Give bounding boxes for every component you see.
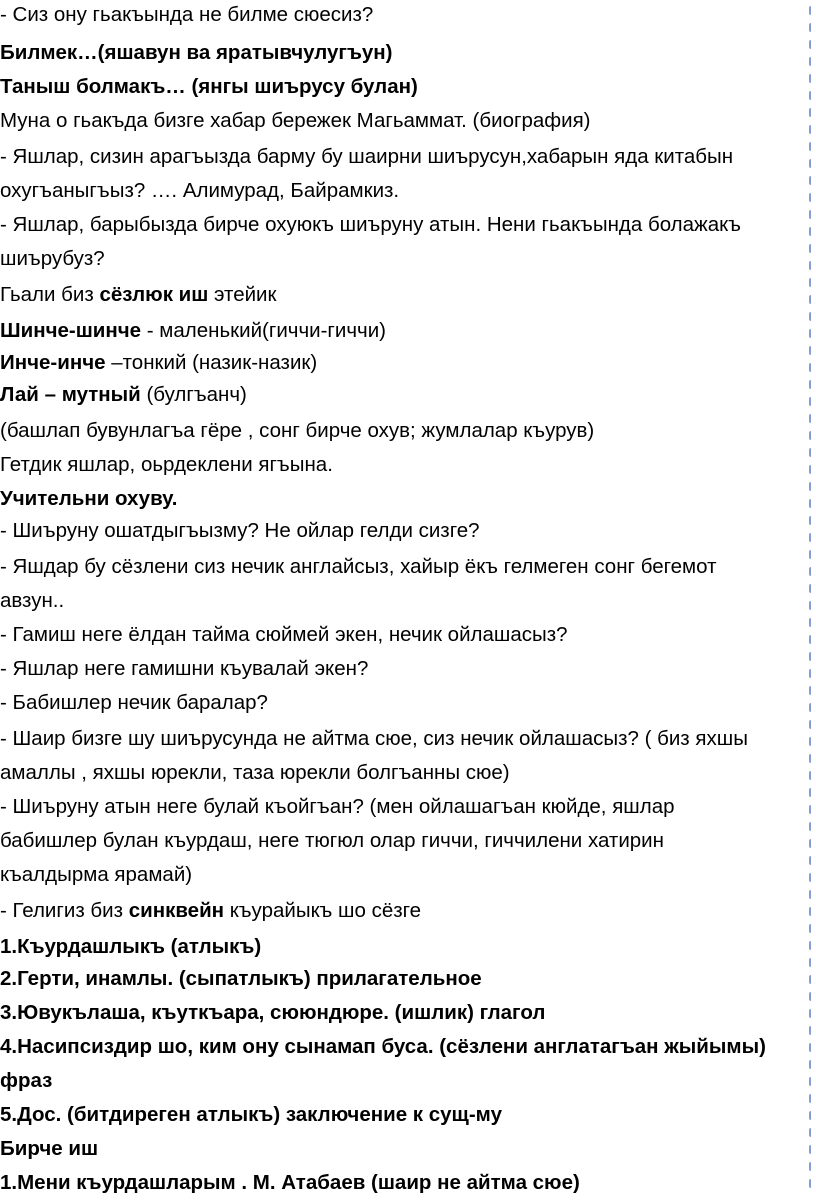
edge-mark	[809, 74, 815, 83]
text-line	[0, 282, 276, 308]
edge-mark	[809, 754, 815, 763]
edge-mark	[809, 771, 815, 780]
text: бабишлер булан къурдаш, неге тюгюл олар гиччи, гиччилени хатирин	[0, 829, 664, 852]
text: –тонкий (назик-назик)	[105, 351, 318, 374]
edge-mark	[809, 193, 815, 202]
text: охугъаныгъыз? …. Алимурад, Байрамкиз.	[0, 179, 400, 202]
text-line	[0, 554, 716, 580]
edge-mark	[809, 788, 815, 797]
bold-text: Билмек…(яшавун ва яратывчулугъун)	[0, 41, 393, 64]
edge-mark	[809, 805, 815, 814]
text: амаллы , яхшы юрекли, таза юрекли болгъанны сюе)	[0, 761, 510, 784]
edge-mark	[809, 1111, 815, 1120]
edge-mark	[809, 40, 815, 49]
edge-mark	[809, 448, 815, 457]
text: къалдырма ярамай)	[0, 863, 193, 886]
edge-mark	[809, 703, 815, 712]
text: - Гелигиз биз	[0, 899, 129, 922]
text-line	[0, 1034, 766, 1060]
edge-mark	[809, 550, 815, 559]
text: къурайыкъ шо сёзге	[224, 899, 422, 922]
edge-mark	[809, 482, 815, 491]
text: Муна о гьакъда бизге хабар бережек Магьаммат. (биография)	[0, 109, 591, 132]
edge-mark	[809, 329, 815, 338]
text-line	[0, 40, 393, 66]
bold-text: фраз	[0, 1069, 53, 1092]
edge-mark	[809, 992, 815, 1001]
edge-mark	[809, 125, 815, 134]
edge-mark	[809, 1043, 815, 1052]
edge-mark	[809, 907, 815, 916]
edge-mark	[809, 227, 815, 236]
text-line	[0, 382, 247, 408]
edge-mark	[809, 23, 815, 32]
bold-text: 4.Насипсиздир шо, ким ону сынамап буса. (сёзлени англатагъан жыйымы)	[0, 1035, 766, 1058]
edge-mark	[809, 91, 815, 100]
bold-text: сёзлюк иш	[99, 283, 209, 306]
text-line	[0, 898, 421, 924]
edge-mark	[809, 142, 815, 151]
text-line	[0, 1136, 98, 1162]
edge-mark	[809, 346, 815, 355]
text: - Бабишлер нечик баралар?	[0, 691, 268, 714]
text: (башлап бувунлагъа гёре , сонг бирче охув; жумлалар къурув)	[0, 419, 595, 442]
bold-text: Учительни охуву.	[0, 487, 178, 510]
edge-mark	[809, 159, 815, 168]
bold-text: Шинче-шинче	[0, 319, 142, 342]
edge-mark	[809, 567, 815, 576]
edge-mark	[809, 601, 815, 610]
edge-mark	[809, 1060, 815, 1069]
text: шиърубуз?	[0, 247, 105, 270]
edge-mark	[809, 890, 815, 899]
text-line	[0, 934, 261, 960]
text-line	[0, 212, 741, 238]
bold-text: Лай – мутный	[0, 383, 141, 406]
edge-mark	[809, 363, 815, 372]
text-line	[0, 1000, 545, 1026]
text-line	[0, 318, 386, 344]
edge-mark	[809, 295, 815, 304]
edge-mark	[809, 635, 815, 644]
edge-mark	[809, 6, 815, 15]
text-line	[0, 2, 373, 28]
text-line	[0, 1102, 502, 1128]
edge-mark	[809, 1026, 815, 1035]
edge-mark	[809, 856, 815, 865]
text-line	[0, 862, 192, 888]
text-line	[0, 828, 664, 854]
edge-mark	[809, 499, 815, 508]
bold-text: 2.Герти, инамлы. (сыпатлыкъ) прилагательное	[0, 967, 482, 990]
bold-text: Инче-инче	[0, 351, 106, 374]
bold-text: Бирче иш	[0, 1137, 99, 1160]
edge-mark	[809, 720, 815, 729]
edge-mark	[809, 584, 815, 593]
edge-mark	[809, 822, 815, 831]
edge-mark	[809, 1145, 815, 1154]
text-line	[0, 1170, 580, 1196]
edge-mark	[809, 312, 815, 321]
edge-mark	[809, 176, 815, 185]
text: - маленький(гиччи-гиччи)	[141, 319, 387, 342]
edge-mark	[809, 261, 815, 270]
edge-mark	[809, 652, 815, 661]
bold-text: 5.Дос. (битдиреген атлыкъ) заключение к сущ-му	[0, 1103, 502, 1126]
edge-mark	[809, 873, 815, 882]
text: - Яшлар неге гамишни къувалай экен?	[0, 657, 369, 680]
text: этейик	[208, 283, 277, 306]
edge-mark	[809, 941, 815, 950]
text-line	[0, 1068, 52, 1094]
text-line	[0, 588, 64, 614]
text-line	[0, 794, 675, 820]
text: авзун..	[0, 589, 65, 612]
edge-mark	[809, 210, 815, 219]
text: - Шиъруну атын неге булай къойгъан? (мен ойлашагъан кюйде, яшлар	[0, 795, 675, 818]
bold-text: Таныш болмакъ… (янгы шиърусу булан)	[0, 75, 418, 98]
bold-text: синквейн	[128, 899, 225, 922]
text: Гетдик яшлар, оьрдеклени ягъына.	[0, 453, 333, 476]
text-line	[0, 656, 368, 682]
text: (булгъанч)	[140, 383, 247, 406]
text: - Яшлар, сизин арагъызда барму бу шаирни шиърусун,хабарын яда китабын	[0, 145, 734, 168]
text-line	[0, 178, 399, 204]
bold-text: 1.Мени къурдашларым . М. Атабаев (шаир не айтма сюе)	[0, 1171, 580, 1194]
edge-mark	[809, 57, 815, 66]
edge-mark	[809, 108, 815, 117]
edge-mark	[809, 1094, 815, 1103]
edge-mark	[809, 958, 815, 967]
text-line	[0, 690, 268, 716]
bold-text: 3.Ювукълаша, къуткъара, сююндюре. (ишлик) глагол	[0, 1001, 546, 1024]
text: - Шаир бизге шу шиърусунда не айтма сюе, сиз нечик ойлашасыз? ( биз яхшы	[0, 727, 748, 750]
edge-mark	[809, 618, 815, 627]
text-line	[0, 74, 418, 100]
text-line	[0, 760, 510, 786]
edge-mark	[809, 839, 815, 848]
text-line	[0, 452, 333, 478]
edge-mark	[809, 1009, 815, 1018]
edge-mark	[809, 533, 815, 542]
edge-mark	[809, 1179, 815, 1188]
edge-mark	[809, 1128, 815, 1137]
text-line	[0, 350, 317, 376]
edge-mark	[809, 465, 815, 474]
text-line	[0, 144, 733, 170]
text-line	[0, 622, 568, 648]
edge-mark	[809, 924, 815, 933]
text-line	[0, 246, 105, 272]
edge-mark	[809, 1077, 815, 1086]
edge-mark	[809, 975, 815, 984]
text-line	[0, 966, 482, 992]
page-edge-marks	[806, 0, 816, 1202]
edge-mark	[809, 278, 815, 287]
text: - Шиъруну ошатдыгъызму? Не ойлар гелди сизге?	[0, 519, 480, 542]
edge-mark	[809, 1162, 815, 1171]
text: - Гамиш неге ёлдан тайма сюймей экен, нечик ойлашасыз?	[0, 623, 568, 646]
text-line	[0, 108, 591, 134]
text-line	[0, 418, 594, 444]
edge-mark	[809, 686, 815, 695]
bold-text: 1.Къурдашлыкъ (атлыкъ)	[0, 935, 262, 958]
edge-mark	[809, 669, 815, 678]
edge-mark	[809, 380, 815, 389]
edge-mark	[809, 397, 815, 406]
text-line	[0, 726, 748, 752]
edge-mark	[809, 414, 815, 423]
text: - Яшлар, барыбызда бирче охуюкъ шиъруну атын. Нени гьакъында болажакъ	[0, 213, 741, 236]
edge-mark	[809, 516, 815, 525]
edge-mark	[809, 737, 815, 746]
edge-mark	[809, 431, 815, 440]
text-line	[0, 518, 480, 544]
text: - Яшдар бу сёзлени сиз нечик англайсыз, хайыр ёкъ гелмеген сонг бегемот	[0, 555, 717, 578]
text: Гьали биз	[0, 283, 100, 306]
text-line	[0, 486, 177, 512]
edge-mark	[809, 244, 815, 253]
text: - Сиз ону гьакъында не билме сюесиз?	[0, 3, 374, 26]
